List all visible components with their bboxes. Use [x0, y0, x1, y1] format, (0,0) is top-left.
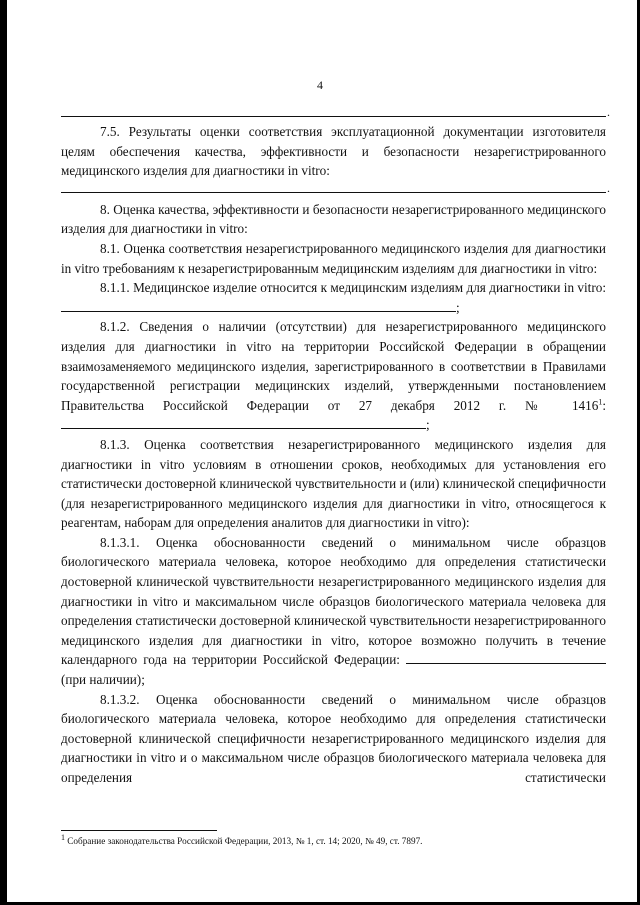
paragraph-8: 8. Оценка качества, эффективности и безопасности незарегистрированного медицинского изделия для диагностики in vitro: [61, 201, 606, 237]
paragraph-8-1-3: 8.1.3. Оценка соответствия незарегистрированного медицинского изделия для диагностики in vitro условиям в отношении сроков, необходимых для установления его статистически достоверной клинической чувствительности и (или) клинической специфичности (для незарегистрированного медицинского изделия для диагностики in vitro, относящегося к реагентам, наборам для определения аналитов для диагностики in vitro): [61, 436, 606, 531]
fill-line [406, 651, 606, 664]
footnote-text: Собрание законодательства Российской Федерации, 2013, № 1, ст. 14; 2020, № 49, ст. 7897. [67, 836, 423, 846]
fill-line [61, 416, 426, 429]
paragraph-7-5: 7.5. Результаты оценки соответствия эксплуатационной документации изготовителя целям обеспечения качества, эффективности и безопасности незарегистрированного медицинского изделия для диагностики in vitro: [61, 124, 606, 179]
fill-line [61, 299, 456, 312]
paragraph-8-1-2 [61, 317, 606, 435]
paragraph-8-1-2-text: 8.1.2. Сведения о наличии (отсутствии) для незарегистрированного медицинского изделия для диагностики in vitro на территории Российской Федерации в обращении взаимозаменяемого медицинского изделия, зарегистрированного в соответствии в Правилами государственной регистрации медицинских изделий, утвержденными постановлением Правительства Российской Федерации от 27 декабря 2012 г. № 1416 [61, 319, 606, 413]
paragraph-8-1-1-text: 8.1.1. Медицинское изделие относится к медицинским изделиям для диагностики in vitro: [100, 280, 606, 296]
fill-line [61, 105, 606, 117]
semicolon: ; [456, 299, 460, 315]
paragraph-8-1-3-1-text: 8.1.3.1. Оценка обоснованности сведений о минимальном числе образцов биологического материала человека, которое необходимо для определения статистически достоверной клинической чувствительности незарегистрированного медицинского изделия для диагностики in vitro и максимальном числе образцов биологического материала человека для определения статистически достоверной клинической чувствительности незарегистрированного медицинского изделия для диагностики in vitro, которое возможно получить в течение календарного года на территории Российской Федерации: [61, 534, 606, 668]
paragraph-8-1: 8.1. Оценка соответствия незарегистрированного медицинского изделия для диагностики in vitro требованиям к незарегистрированным медицинским изделиям для диагностики in vitro: [61, 240, 606, 276]
paragraph-8-1-1 [61, 278, 606, 317]
page-number: 4 [317, 78, 323, 92]
paragraph-8-1-3-1 [61, 533, 606, 690]
scan-edge-left [0, 0, 7, 905]
fill-line [61, 181, 606, 193]
footnote-mark: 1 [61, 832, 65, 842]
footnote [61, 832, 606, 847]
footnote-divider [61, 830, 217, 831]
colon: : [602, 397, 606, 413]
semicolon: ; [426, 417, 430, 433]
document-body [61, 105, 606, 788]
paragraph-8-1-3-1-tail: (при наличии); [61, 672, 145, 688]
footnote-ref: 1 [598, 397, 603, 407]
paragraph-8-1-3-2: 8.1.3.2. Оценка обоснованности сведений о минимальном числе образцов биологического материала человека, которое необходимо для определения статистически достоверной клинической специфичности незарегистрированного медицинского изделия для диагностики in vitro и о максимальном числе образцов биологического материала человека для определения статистически [61, 691, 606, 785]
